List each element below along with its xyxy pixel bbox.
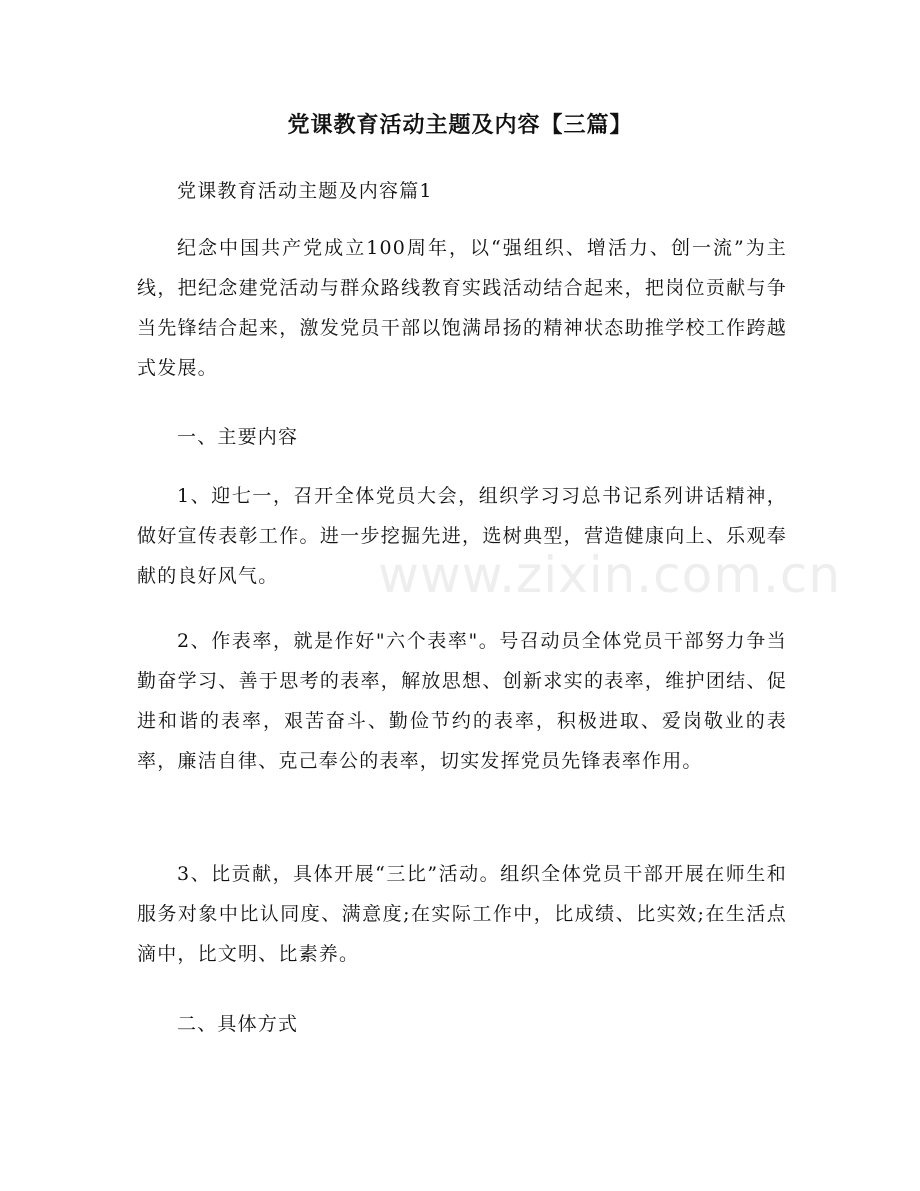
section1-block (137, 417, 787, 457)
item3-block (137, 854, 787, 974)
document-subtitle: 党课教育活动主题及内容篇1 (177, 180, 433, 202)
item2-block (137, 621, 787, 781)
item-paragraph-2: 2、作表率，就是作好"六个表率"。号召动员全体党员干部努力争当勤奋学习、善于思考的表率，解放思想、创新求实的表率，维护团结、促进和谐的表率，艰苦奋斗、勤俭节约的表率，积极进取、爱岗敬业的表率，廉洁自律、克己奉公的表率，切实发挥党员先锋表率作用。 (137, 630, 787, 772)
item-paragraph-3: 3、比贡献，具体开展“三比”活动。组织全体党员干部开展在师生和服务对象中比认同度、满意度;在实际工作中，比成绩、比实效;在生活点滴中，比文明、比素养。 (137, 863, 787, 965)
section2-block (137, 1004, 787, 1044)
intro-paragraph: 纪念中国共产党成立100周年，以“强组织、增活力、创一流”为主线，把纪念建党活动与群众路线教育实践活动结合起来，把岗位贡献与争当先锋结合起来，激发党员干部以饱满昂扬的精神状态助推学校工作跨越式发展。 (137, 237, 787, 379)
subtitle-block (137, 171, 787, 211)
intro-block (137, 228, 787, 388)
watermark: www.zixin.com.cn (378, 546, 842, 604)
item1-block (137, 476, 787, 596)
section-heading-main-content: 一、主要内容 (177, 426, 299, 448)
section-heading-methods: 二、具体方式 (177, 1013, 299, 1035)
item-paragraph-1: 1、迎七一，召开全体党员大会，组织学习习总书记系列讲话精神，做好宣传表彰工作。进一步挖掘先进，选树典型，营造健康向上、乐观奉献的良好风气。 (137, 485, 787, 587)
document-title: 党课教育活动主题及内容【三篇】 (287, 112, 633, 138)
